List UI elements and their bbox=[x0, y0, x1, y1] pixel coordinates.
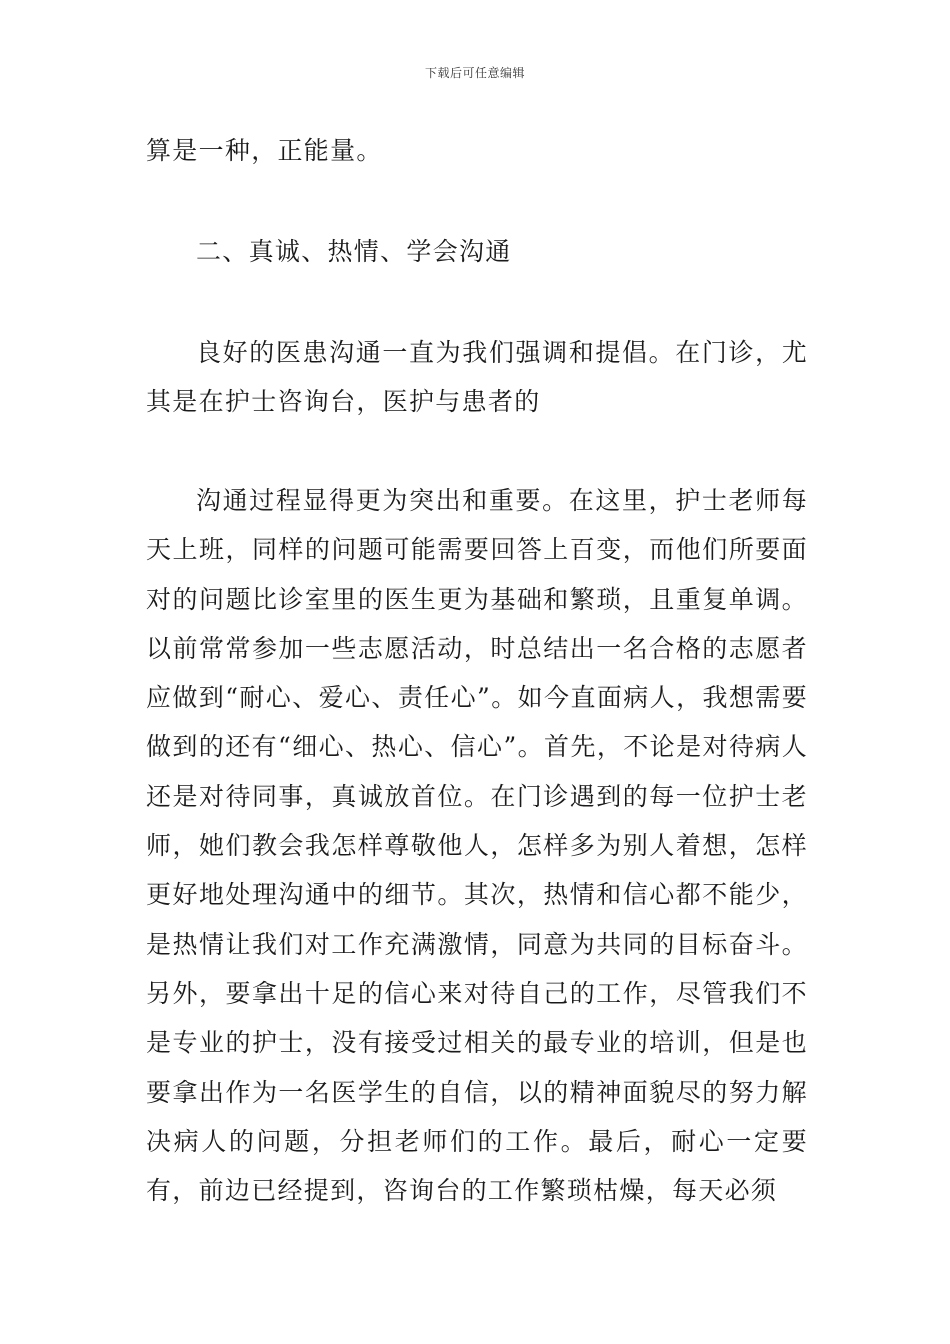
section-heading: 二、真诚、热情、学会沟通 bbox=[196, 237, 512, 266]
header-note: 下载后可任意编辑 bbox=[424, 66, 525, 80]
paragraph-continuation: 算是一种，正能量。 bbox=[146, 136, 383, 165]
paragraph-communication-intro: 良好的医患沟通一直为我们强调和提倡。在门诊，尤其是在护士咨询台，医护与患者的 bbox=[146, 338, 808, 417]
paragraph-communication-body: 沟通过程显得更为突出和重要。在这里，护士老师每天上班，同样的问题可能需要回答上百变，而他们所要面对的问题比诊室里的医生更为基础和繁琐，且重复单调。以前常常参加一些志愿活动，时总结出一名合格的志愿者应做到“耐心、爱心、责任心”。如今直面病人，我想需要做到的还有“细心、热心、信心”。首先，不论是对待病人还是对待同事，真诚放首位。在门诊遇到的每一位护士老师，她们教会我怎样尊敬他人，怎样多为别人着想，怎样更好地处理沟通中的细节。其次，热情和信心都不能少，是热情让我们对工作充满激情，同意为共同的目标奋斗。另外，要拿出十足的信心来对待自己的工作，尽管我们不是专业的护士，没有接受过相关的最专业的培训，但是也要拿出作为一名医学生的自信，以的精神面貌尽的努力解决病人的问题，分担老师们的工作。最后，耐心一定要有，前边已经提到，咨询台的工作繁琐枯燥，每天必须 bbox=[146, 486, 808, 1206]
